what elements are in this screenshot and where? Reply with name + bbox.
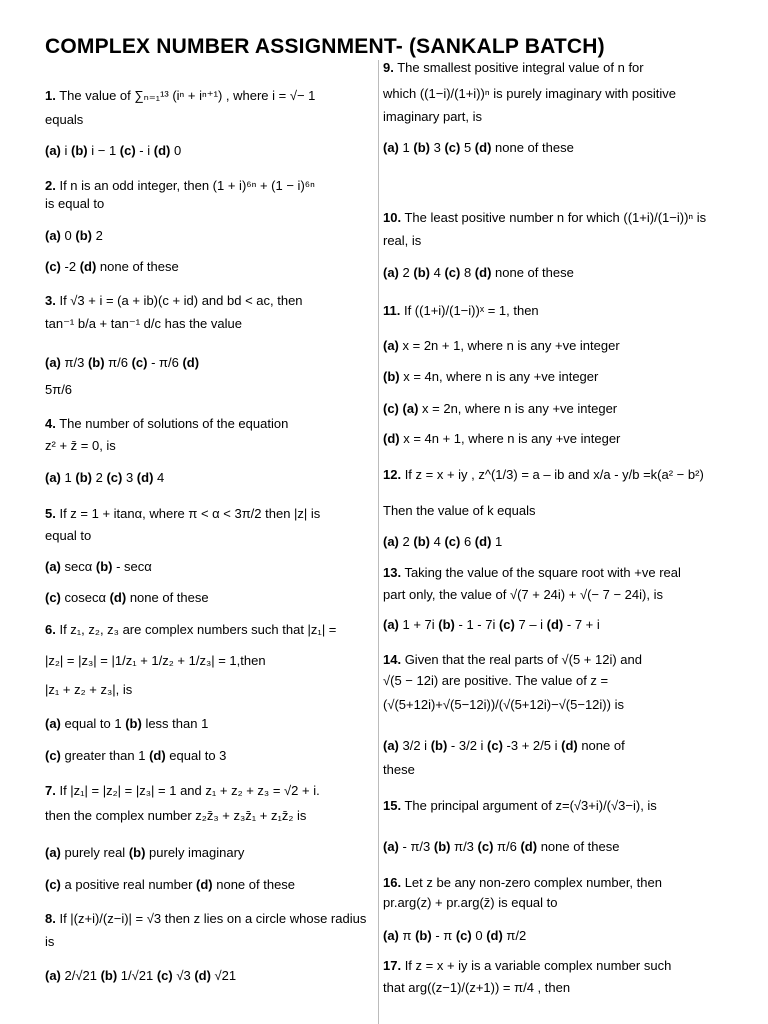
question-line-q7o2: (c) a positive real number (d) none of these xyxy=(45,877,296,892)
question-line-q6a: 6. If z₁, z₂, z₃ are complex numbers such that |z₁| = xyxy=(45,622,337,637)
question-line-q8o: (a) 2/√21 (b) 1/√21 (c) √3 (d) √21 xyxy=(45,968,237,983)
question-line-q5o2: (c) cosecα (d) none of these xyxy=(45,590,209,605)
question-line-q2o1: (a) 0 (b) 2 xyxy=(45,228,103,243)
question-line-q12a: 12. If z = x + iy , z^(1/3) = a – ib and x/a - y/b =k(a² − b²) xyxy=(383,467,704,482)
question-line-q8b: is xyxy=(45,934,55,949)
question-line-q9a: 9. The smallest positive integral value of n for xyxy=(383,60,644,75)
question-line-q9b: which ((1−i)/(1+i))ⁿ is purely imaginary with positive xyxy=(383,86,677,101)
question-line-q11o4: (d) x = 4n + 1, where n is any +ve integer xyxy=(383,431,621,446)
question-line-q7o1: (a) purely real (b) purely imaginary xyxy=(45,845,245,860)
question-line-q12o: (a) 2 (b) 4 (c) 6 (d) 1 xyxy=(383,534,503,549)
question-line-q6c: |z₁ + z₂ + z₃|, is xyxy=(45,682,133,697)
question-line-q12b: Then the value of k equals xyxy=(383,503,536,518)
question-line-q16a: 16. Let z be any non-zero complex number, then xyxy=(383,875,662,890)
question-line-q16b: pr.arg(z) + pr.arg(z̄) is equal to xyxy=(383,895,558,910)
question-line-q3a: 3. If √3 + i = (a + ib)(c + id) and bd < ac, then xyxy=(45,293,303,308)
column-divider xyxy=(378,60,379,1024)
question-line-q11a: 11. If ((1+i)/(1−i))ˣ = 1, then xyxy=(383,303,539,318)
question-line-q4a: 4. The number of solutions of the equation xyxy=(45,416,289,431)
question-line-q10o: (a) 2 (b) 4 (c) 8 (d) none of these xyxy=(383,265,574,280)
question-line-q2b: is equal to xyxy=(45,196,105,211)
question-line-q5b: equal to xyxy=(45,528,92,543)
question-line-q4o: (a) 1 (b) 2 (c) 3 (d) 4 xyxy=(45,470,165,485)
question-line-q15o: (a) - π/3 (b) π/3 (c) π/6 (d) none of these xyxy=(383,839,620,854)
question-line-q14c: (√(5+12i)+√(5−12i))/(√(5+12i)−√(5−12i)) is xyxy=(383,697,624,712)
question-line-q10b: real, is xyxy=(383,233,422,248)
question-line-q17a: 17. If z = x + iy is a variable complex number such xyxy=(383,958,672,973)
question-line-q3o: (a) π/3 (b) π/6 (c) - π/6 (d) xyxy=(45,355,200,370)
question-line-q3o2: 5π/6 xyxy=(45,382,73,397)
question-line-q9o: (a) 1 (b) 3 (c) 5 (d) none of these xyxy=(383,140,574,155)
question-line-q6b: |z₂| = |z₃| = |1/z₁ + 1/z₂ + 1/z₃| = 1,then xyxy=(45,653,266,668)
question-line-q14o: (a) 3/2 i (b) - 3/2 i (c) -3 + 2/5 i (d) none of xyxy=(383,738,625,753)
question-line-q14a: 14. Given that the real parts of √(5 + 12i) and xyxy=(383,652,642,667)
question-line-q9c: imaginary part, is xyxy=(383,109,482,124)
question-line-q11o1: (a) x = 2n + 1, where n is any +ve integer xyxy=(383,338,620,353)
question-line-q1b: equals xyxy=(45,112,84,127)
question-line-q5o1: (a) secα (b) - secα xyxy=(45,559,152,574)
question-line-q6o1: (a) equal to 1 (b) less than 1 xyxy=(45,716,209,731)
question-line-q2a: 2. If n is an odd integer, then (1 + i)⁶ⁿ + (1 − i)⁶ⁿ xyxy=(45,178,315,193)
question-line-q10a: 10. The least positive number n for which ((1+i)/(1−i))ⁿ is xyxy=(383,210,707,225)
question-line-q14o2: these xyxy=(383,762,415,777)
page-title: COMPLEX NUMBER ASSIGNMENT- (SANKALP BATCH) xyxy=(45,35,605,58)
question-line-q1a: 1. The value of ∑ₙ₌₁¹³ (iⁿ + iⁿ⁺¹) , where i = √− 1 xyxy=(45,88,316,103)
question-line-q5a: 5. If z = 1 + itanα, where π < α < 3π/2 then |z| is xyxy=(45,506,321,521)
question-line-q11o2: (b) x = 4n, where n is any +ve integer xyxy=(383,369,599,384)
question-line-q15a: 15. The principal argument of z=(√3+i)/(√3−i), is xyxy=(383,798,657,813)
question-line-q13b: part only, the value of √(7 + 24i) + √(− 7 − 24i), is xyxy=(383,587,663,602)
question-line-q4b: z² + z̄ = 0, is xyxy=(45,438,116,453)
question-line-q7b: then the complex number z₂z̄₃ + z₃z̄₁ + z₁z̄₂ is xyxy=(45,808,307,823)
question-line-q13a: 13. Taking the value of the square root with +ve real xyxy=(383,565,681,580)
question-line-q17b: that arg((z−1)/(z+1)) = π/4 , then xyxy=(383,980,571,995)
question-line-q7a: 7. If |z₁| = |z₂| = |z₃| = 1 and z₁ + z₂ + z₃ = √2 + i. xyxy=(45,783,320,798)
question-line-q16o: (a) π (b) - π (c) 0 (d) π/2 xyxy=(383,928,527,943)
question-line-q11o3: (c) (a) x = 2n, where n is any +ve integer xyxy=(383,401,618,416)
question-line-q14b: √(5 − 12i) are positive. The value of z = xyxy=(383,673,609,688)
question-line-q6o2: (c) greater than 1 (d) equal to 3 xyxy=(45,748,227,763)
question-line-q3b: tan⁻¹ b/a + tan⁻¹ d/c has the value xyxy=(45,316,242,331)
question-line-q1o: (a) i (b) i − 1 (c) - i (d) 0 xyxy=(45,143,182,158)
question-line-q13o: (a) 1 + 7i (b) - 1 - 7i (c) 7 – i (d) - 7 + i xyxy=(383,617,600,632)
question-line-q8a: 8. If |(z+i)/(z−i)| = √3 then z lies on a circle whose radius xyxy=(45,911,367,926)
question-line-q2o2: (c) -2 (d) none of these xyxy=(45,259,179,274)
